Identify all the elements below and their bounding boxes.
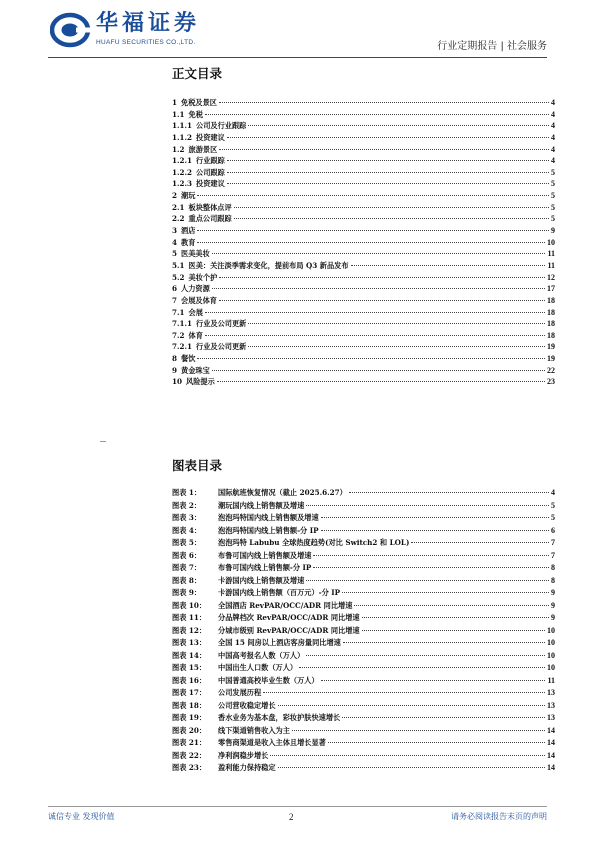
toc-item-page: 12 — [547, 272, 555, 282]
report-category: 行业定期报告 | 社会服务 — [437, 41, 547, 52]
toc-item-page: 10 — [547, 237, 555, 247]
figure-item-leader-dots — [362, 617, 549, 618]
toc-item[interactable] — [172, 237, 555, 249]
toc-item[interactable] — [172, 97, 555, 109]
figure-item-page: 13 — [547, 713, 555, 722]
figure-item-label: 布鲁可国内线上销售额-分 IP — [218, 563, 312, 572]
toc-item[interactable] — [172, 248, 555, 260]
toc-item-label: 美妆个护 — [188, 272, 218, 282]
toc-item-leader-dots — [197, 358, 545, 359]
toc-item-label: 投资建议 — [196, 132, 225, 142]
toc-item-leader-dots — [205, 312, 545, 313]
toc-item-number: 7.1 — [172, 307, 185, 317]
figure-item-page: 10 — [547, 650, 555, 660]
toc-item-leader-dots — [219, 300, 545, 301]
figure-item[interactable] — [172, 612, 555, 625]
figures-title: 图表目录 — [172, 458, 223, 473]
toc-item-number: 5.2 — [172, 272, 185, 282]
figure-item[interactable] — [172, 762, 555, 775]
toc-item-number: 2.1 — [172, 202, 185, 212]
figure-item-label: 卡游国内线上销售额及增速 — [218, 575, 305, 585]
toc-item-number: 7 — [172, 295, 178, 305]
toc-item-label: 行业及公司更新 — [196, 319, 247, 329]
figure-item-leader-dots — [306, 580, 549, 581]
toc-item-label: 免税 — [188, 109, 203, 119]
figure-item-leader-dots — [343, 642, 545, 643]
figure-item-page: 9 — [551, 588, 555, 597]
footer-disclaimer: 请务必阅读报告末页的声明 — [451, 812, 547, 821]
toc-item-leader-dots — [219, 149, 549, 150]
figure-item[interactable] — [172, 750, 555, 763]
figure-item-leader-dots — [342, 717, 545, 718]
toc-item[interactable] — [172, 190, 555, 202]
figure-item[interactable] — [172, 575, 555, 588]
figure-item-number: 图表 6： — [172, 550, 202, 560]
figure-item-number: 图表 10： — [172, 600, 207, 610]
figure-item-number: 图表 4： — [172, 525, 202, 535]
figure-item-leader-dots — [354, 605, 549, 606]
figure-item[interactable] — [172, 512, 555, 525]
toc-item-label: 免税及景区 — [181, 98, 217, 107]
figure-item[interactable] — [172, 487, 555, 500]
figure-item-number: 图表 18： — [172, 700, 207, 710]
toc-item-leader-dots — [212, 288, 545, 289]
toc-item[interactable] — [172, 330, 555, 342]
figure-item-label: 线下渠道销售收入为主 — [218, 725, 290, 735]
toc-item-number: 1.1.2 — [172, 132, 193, 142]
figure-item[interactable] — [172, 587, 555, 600]
toc-item[interactable] — [172, 376, 555, 388]
toc-item-number: 7.1.1 — [172, 319, 193, 329]
toc-item-leader-dots — [227, 183, 549, 184]
toc-item-page: 4 — [551, 156, 555, 166]
toc-item-label: 投资建议 — [196, 179, 225, 189]
figure-item-label: 泡泡玛特 Labubu 全球热度趋势(对比 Switch2 和 LOL) — [218, 538, 410, 547]
toc-item[interactable] — [172, 202, 555, 214]
figure-item-number: 图表 15： — [172, 663, 207, 672]
figure-item[interactable] — [172, 500, 555, 513]
toc-item-page: 4 — [551, 98, 555, 107]
toc-item-label: 人力资源 — [181, 284, 210, 294]
figure-item-number: 图表 21： — [172, 738, 207, 747]
figure-item-number: 图表 2： — [172, 500, 202, 510]
toc-item[interactable] — [172, 167, 555, 179]
header-divider — [48, 57, 547, 58]
toc-item-page: 9 — [551, 226, 555, 236]
toc-item-number: 1 — [172, 98, 178, 107]
figure-item-leader-dots — [349, 492, 549, 493]
figure-item-page: 8 — [551, 575, 555, 585]
toc-item-number: 1.2.3 — [172, 179, 193, 189]
toc-item-number: 1.2 — [172, 144, 185, 154]
figure-item-page: 9 — [551, 600, 555, 610]
toc-item-leader-dots — [219, 277, 545, 278]
figure-item-number: 图表 14： — [172, 650, 207, 660]
toc-item[interactable] — [172, 353, 555, 365]
figure-item-leader-dots — [278, 705, 545, 706]
figure-item-page: 14 — [547, 738, 555, 747]
figure-item-label: 潮玩国内线上销售额及增速 — [218, 500, 305, 510]
figure-item-label: 中国出生人口数（万人） — [218, 663, 298, 672]
figure-item-leader-dots — [321, 680, 546, 681]
figure-item-number: 图表 7： — [172, 563, 202, 572]
toc-item[interactable] — [172, 365, 555, 377]
toc-item-label: 板块整体点评 — [188, 202, 232, 212]
figure-item-page: 6 — [551, 525, 555, 535]
toc-item[interactable] — [172, 132, 555, 144]
toc-item[interactable] — [172, 178, 555, 190]
toc-item-label: 体育 — [188, 330, 203, 340]
toc-item-leader-dots — [197, 242, 545, 243]
toc-item-label: 黄金珠宝 — [181, 365, 210, 375]
toc-item-page: 19 — [547, 342, 555, 352]
toc-item-page: 19 — [547, 354, 555, 364]
figure-item-leader-dots — [299, 667, 545, 668]
figure-item[interactable] — [172, 600, 555, 613]
figure-item[interactable] — [172, 737, 555, 750]
figure-item[interactable] — [172, 712, 555, 725]
figure-item-number: 图表 23： — [172, 763, 207, 772]
figure-item[interactable] — [172, 650, 555, 663]
toc-item-page: 4 — [551, 132, 555, 142]
toc-item[interactable] — [172, 225, 555, 237]
figure-item-page: 7 — [551, 538, 555, 547]
toc-item[interactable] — [172, 295, 555, 307]
toc-item-label: 餐饮 — [181, 354, 196, 364]
toc-item-page: 4 — [551, 144, 555, 154]
figure-item-leader-dots — [411, 542, 549, 543]
figure-item-number: 图表 12： — [172, 625, 207, 635]
toc-item-leader-dots — [248, 125, 549, 126]
toc-item-number: 10 — [172, 377, 183, 387]
toc-item-label: 旅游景区 — [188, 144, 218, 154]
figure-item-number: 图表 5： — [172, 538, 202, 547]
figure-item-number: 图表 22： — [172, 750, 207, 760]
figure-item-leader-dots — [270, 755, 545, 756]
toc-item-leader-dots — [248, 346, 545, 347]
page-header — [0, 0, 595, 62]
toc-item-page: 5 — [551, 191, 555, 201]
figure-item-leader-dots — [313, 567, 549, 568]
toc-item[interactable] — [172, 213, 555, 225]
figure-item-leader-dots — [278, 767, 545, 768]
figure-item[interactable] — [172, 662, 555, 675]
figure-item-page: 13 — [547, 700, 555, 710]
figure-item-label: 全国酒店 RevPAR/OCC/ADR 同比增速 — [218, 600, 353, 610]
toc-item[interactable] — [172, 318, 555, 330]
figure-item-number: 图表 3： — [172, 513, 202, 522]
toc-item-page: 4 — [551, 121, 555, 131]
toc-item-leader-dots — [227, 172, 549, 173]
toc-item-number: 1.2.2 — [172, 167, 193, 177]
toc-item[interactable] — [172, 120, 555, 132]
figure-item-leader-dots — [306, 655, 545, 656]
figure-item[interactable] — [172, 687, 555, 700]
toc-item-number: 4 — [172, 237, 178, 247]
toc-item-leader-dots — [351, 265, 546, 266]
figure-item-label: 卡游国内线上销售额（百万元）-分 IP — [218, 588, 341, 597]
toc-item-leader-dots — [219, 102, 549, 103]
toc-item-page: 5 — [551, 202, 555, 212]
figure-item-leader-dots — [263, 692, 545, 693]
figure-item-leader-dots — [328, 742, 545, 743]
figure-item-number: 图表 17： — [172, 688, 207, 697]
toc-item-leader-dots — [197, 195, 549, 196]
huafu-logo-icon — [50, 12, 90, 48]
figure-item-page: 13 — [547, 688, 555, 697]
toc-item-number: 1.1 — [172, 109, 185, 119]
figure-item-label: 布鲁可国内线上销售额及增速 — [218, 550, 312, 560]
toc-item-label: 会展及体育 — [181, 295, 217, 305]
toc-item-leader-dots — [234, 218, 549, 219]
toc-item-page: 4 — [551, 109, 555, 119]
toc-item-label: 重点公司跟踪 — [188, 214, 232, 224]
toc-item-number: 8 — [172, 354, 178, 364]
toc-item-page: 5 — [551, 179, 555, 189]
figure-item-number: 图表 1： — [172, 488, 202, 497]
toc-item-label: 会展 — [188, 307, 203, 317]
toc-item-number: 2.2 — [172, 214, 185, 224]
divider-mark — [100, 441, 106, 442]
figure-item-page: 14 — [547, 725, 555, 735]
toc-item[interactable] — [172, 155, 555, 167]
toc-item[interactable] — [172, 283, 555, 295]
toc-item-page: 23 — [547, 377, 555, 387]
figure-item-page: 11 — [547, 675, 555, 685]
toc-item-label: 教育 — [181, 237, 196, 247]
toc-item-number: 9 — [172, 365, 178, 375]
toc-item-page: 18 — [547, 319, 555, 329]
toc-item-number: 7.2 — [172, 330, 185, 340]
toc-item-label: 行业及公司更新 — [196, 342, 247, 352]
toc-item-leader-dots — [205, 335, 545, 336]
toc-item-number: 3 — [172, 226, 178, 236]
figure-item-number: 图表 13： — [172, 638, 207, 647]
toc-item[interactable] — [172, 109, 555, 121]
toc-item-label: 潮玩 — [181, 191, 196, 201]
toc-item-leader-dots — [248, 323, 545, 324]
figure-item[interactable] — [172, 700, 555, 713]
figure-item-number: 图表 8： — [172, 575, 202, 585]
figure-item-label: 净利润稳步增长 — [218, 750, 269, 760]
toc-item-number: 7.2.1 — [172, 342, 193, 352]
figure-item-number: 图表 19： — [172, 713, 207, 722]
figure-item-number: 图表 9： — [172, 588, 202, 597]
figure-item[interactable] — [172, 675, 555, 688]
figure-item-page: 10 — [547, 663, 555, 672]
figure-item-page: 9 — [551, 613, 555, 622]
toc-item[interactable] — [172, 307, 555, 319]
toc-item-page: 5 — [551, 214, 555, 224]
figure-item-label: 分品牌档次 RevPAR/OCC/ADR 同比增速 — [218, 613, 360, 622]
figure-item-label: 泡泡玛特国内线上销售额及增速 — [218, 513, 319, 522]
figure-item-label: 中国普通高校毕业生数（万人） — [218, 675, 319, 685]
figure-item-page: 14 — [547, 750, 555, 760]
figure-item-label: 分城市级别 RevPAR/OCC/ADR 同比增速 — [218, 625, 360, 635]
figure-item-leader-dots — [306, 505, 549, 506]
figure-item-label: 全国 15 间房以上酒店客房量同比增速 — [218, 638, 341, 647]
toc-item-number: 6 — [172, 284, 178, 294]
page-number: 2 — [289, 812, 294, 822]
toc-item-label: 医美美妆 — [181, 249, 210, 259]
figure-item-label: 中国高考报名人数（万人） — [218, 650, 305, 660]
toc-item-leader-dots — [197, 230, 549, 231]
figure-item-label: 香水业务为基本盘，彩妆护肤快速增长 — [218, 713, 341, 722]
toc-item-label: 风险提示 — [186, 377, 215, 387]
figure-item-leader-dots — [362, 630, 545, 631]
figure-item[interactable] — [172, 525, 555, 538]
figure-item-leader-dots — [313, 555, 549, 556]
toc-item-leader-dots — [227, 160, 549, 161]
logo-english-name: HUAFU SECURITIES CO.,LTD. — [96, 39, 196, 46]
figure-item-page: 10 — [547, 625, 555, 635]
figure-item-number: 图表 11： — [172, 613, 207, 622]
toc-item-page: 22 — [547, 365, 555, 375]
logo-chinese-name: 华福证券 — [96, 11, 201, 36]
toc-item[interactable] — [172, 272, 555, 284]
toc-item-page: 5 — [551, 167, 555, 177]
toc-item-leader-dots — [227, 137, 549, 138]
figure-item-leader-dots — [292, 730, 545, 731]
toc-item-number: 2 — [172, 191, 178, 201]
toc-item-label: 酒店 — [181, 226, 196, 236]
toc-item-label: 公司及行业跟踪 — [196, 121, 247, 131]
toc-list — [172, 97, 555, 388]
figure-item-leader-dots — [321, 530, 549, 531]
toc-item[interactable] — [172, 341, 555, 353]
figure-item-leader-dots — [321, 517, 549, 518]
figure-item-leader-dots — [342, 592, 549, 593]
figure-item[interactable] — [172, 725, 555, 738]
figure-item-page: 14 — [547, 763, 555, 772]
toc-item-label: 公司跟踪 — [196, 167, 225, 177]
toc-item-page: 11 — [547, 260, 555, 270]
figure-item-label: 盈利能力保持稳定 — [218, 763, 276, 772]
footer-divider — [48, 806, 547, 807]
figure-item[interactable] — [172, 625, 555, 638]
figure-item[interactable] — [172, 637, 555, 650]
figure-item-label: 泡泡玛特国内线上销售额-分 IP — [218, 525, 319, 535]
toc-item-leader-dots — [205, 114, 549, 115]
toc-item-leader-dots — [212, 253, 546, 254]
figure-item-page: 5 — [551, 513, 555, 522]
figure-item[interactable] — [172, 562, 555, 575]
toc-item-number: 1.1.1 — [172, 121, 193, 131]
toc-title: 正文目录 — [172, 66, 223, 81]
toc-item-page: 18 — [547, 330, 555, 340]
toc-item-leader-dots — [212, 370, 545, 371]
toc-item-number: 5.1 — [172, 260, 185, 270]
figure-item-page: 10 — [547, 638, 555, 647]
figure-item-label: 公司营收稳定增长 — [218, 700, 276, 710]
toc-item-page: 11 — [547, 249, 555, 259]
figure-item-page: 7 — [551, 550, 555, 560]
figure-item[interactable] — [172, 550, 555, 563]
figure-item-label: 国际航班恢复情况（截止 2025.6.27） — [218, 488, 347, 497]
footer-slogan: 诚信专业 发现价值 — [48, 812, 115, 821]
toc-item[interactable] — [172, 260, 555, 272]
toc-item-leader-dots — [217, 381, 545, 382]
toc-item-label: 行业跟踪 — [196, 156, 225, 166]
figure-item-number: 图表 16： — [172, 675, 207, 685]
toc-item[interactable] — [172, 144, 555, 156]
figure-item-label: 零售商渠道是收入主体且增长显著 — [218, 738, 326, 747]
toc-item-page: 17 — [547, 284, 555, 294]
figures-list — [172, 487, 555, 775]
figure-item-page: 4 — [551, 488, 555, 497]
figure-item-page: 5 — [551, 500, 555, 510]
toc-item-page: 18 — [547, 307, 555, 317]
figure-item[interactable] — [172, 537, 555, 550]
toc-item-label: 医美：关注淡季需求变化，提前布局 Q3 新品发布 — [188, 260, 349, 270]
toc-item-leader-dots — [234, 207, 549, 208]
toc-item-page: 18 — [547, 295, 555, 305]
toc-item-number: 1.2.1 — [172, 156, 193, 166]
figure-item-label: 公司发展历程 — [218, 688, 262, 697]
figure-item-page: 8 — [551, 563, 555, 572]
figure-item-number: 图表 20： — [172, 725, 207, 735]
toc-item-number: 5 — [172, 249, 178, 259]
